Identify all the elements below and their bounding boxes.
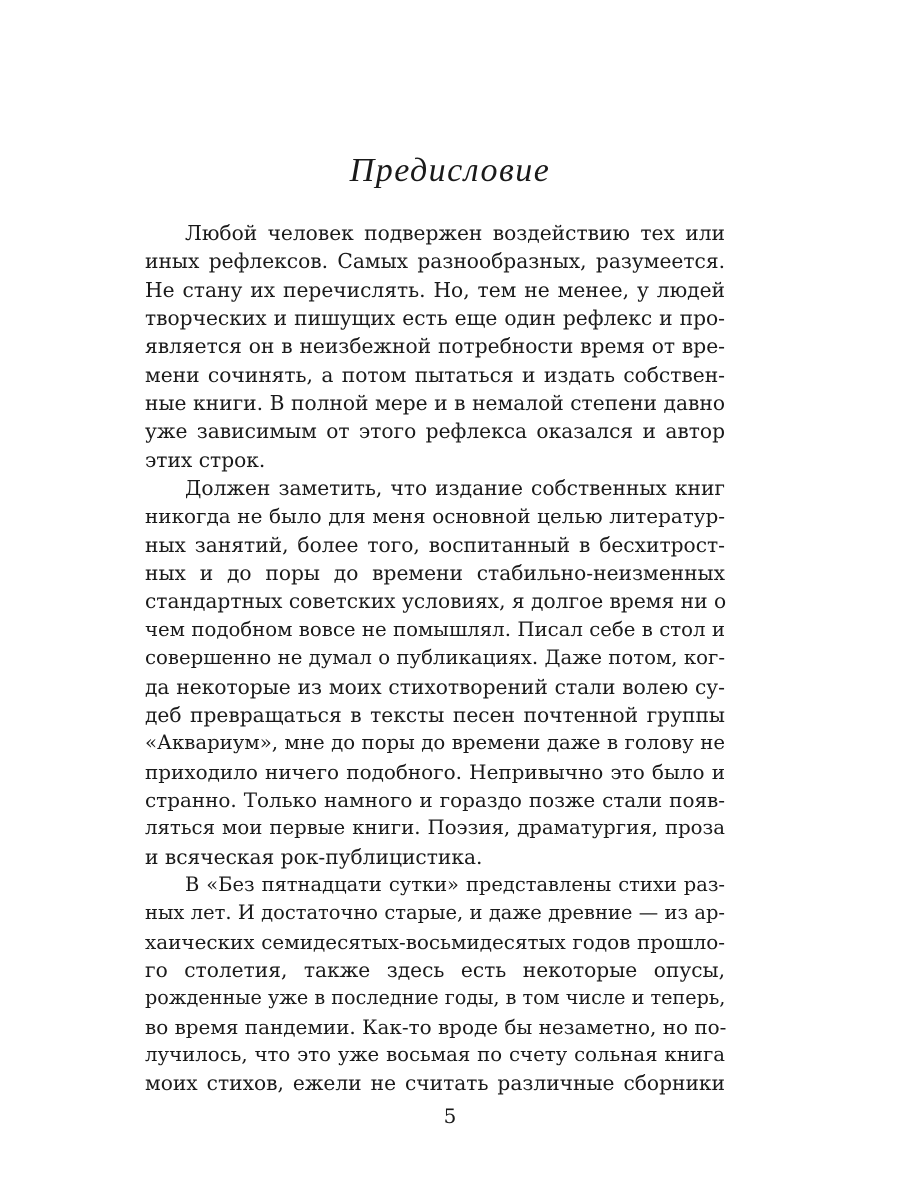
- text-line: творческих и пишущих есть еще один рефлекс и про-: [145, 306, 725, 331]
- text-line: ных и до поры до времени стабильно-неизменных: [145, 561, 725, 586]
- text-line: Должен заметить, что издание собственных книг: [185, 476, 725, 501]
- text-line: иных рефлексов. Самых разнообразных, разумеется.: [145, 249, 725, 274]
- text-line: деб превращаться в тексты песен почтенной группы: [145, 702, 725, 727]
- preface-text: [145, 219, 725, 1098]
- page-number: 5: [443, 1104, 457, 1128]
- text-line: да некоторые из моих стихотворений стали волею су-: [145, 674, 725, 699]
- text-line: ных лет. И достаточно старые, и даже древние — из ар-: [145, 901, 725, 925]
- text-line: во время пандемии. Как-то вроде бы незаметно, но по-: [145, 1014, 727, 1039]
- text-line: Не стану их перечислять. Но, тем не менее, у людей: [145, 277, 725, 302]
- text-line: хаических семидесятых-восьмидесятых годов прошло-: [145, 929, 725, 954]
- text-line: «Аквариум», мне до поры до времени даже в голову не: [145, 731, 725, 755]
- text-line: ные книги. В полной мере и в немалой степени давно: [145, 391, 725, 416]
- text-line: Любой человек подвержен воздействию тех или: [185, 221, 725, 245]
- text-line: является он в неизбежной потребности время от вре-: [145, 334, 725, 359]
- page-title: Предисловие: [349, 152, 551, 189]
- text-line: В «Без пятнадцати сутки» представлены стихи раз-: [185, 872, 725, 896]
- text-line: уже зависимым от этого рефлекса оказался и автор: [145, 419, 725, 444]
- text-line: этих строк.: [145, 447, 266, 472]
- text-line: никогда не было для меня основной целью литератур-: [145, 504, 725, 529]
- text-line: стандартных советских условиях, я долгое время ни о: [145, 589, 727, 614]
- text-line: ляться мои первые книги. Поэзия, драматургия, проза: [145, 816, 725, 840]
- text-line: чем подобном вовсе не помышлял. Писал себе в стол и: [145, 617, 725, 641]
- text-line: ных занятий, более того, воспитанный в бесхитрост-: [145, 532, 725, 557]
- text-line: приходило ничего подобного. Непривычно это было и: [145, 759, 725, 784]
- text-line: странно. Только намного и гораздо позже стали появ-: [145, 787, 725, 812]
- text-line: моих стихов, ежели не считать различные сборники: [145, 1071, 725, 1096]
- text-line: лучилось, что это уже восьмая по счету сольная книга: [145, 1042, 725, 1066]
- text-line: и всяческая рок-публицистика.: [145, 844, 483, 869]
- text-line: рожденные уже в последние годы, в том числе и теперь,: [145, 986, 726, 1010]
- text-line: мени сочинять, а потом пытаться и издать собствен-: [145, 362, 725, 387]
- text-line: го столетия, также здесь есть некоторые опусы,: [145, 957, 725, 982]
- text-line: совершенно не думал о публикациях. Даже потом, ког-: [145, 646, 725, 670]
